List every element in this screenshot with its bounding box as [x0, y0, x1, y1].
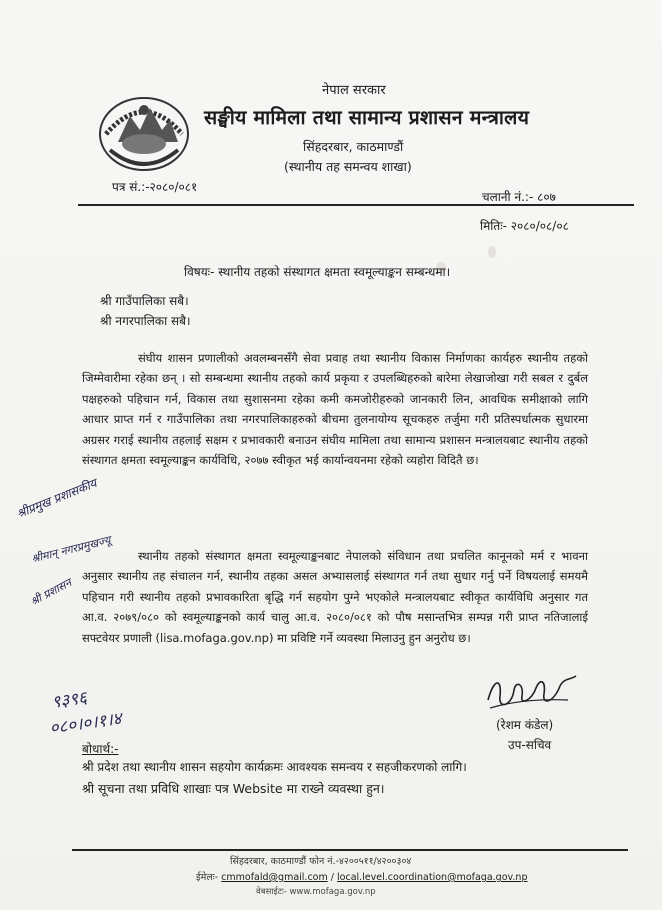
footer-address-phone: सिंहदरबार, काठमाण्डौं फोन नं.-४२००५११/४२००३०४: [230, 856, 412, 867]
addressee-rural: श्री गाउँपालिका सबै।: [100, 294, 189, 308]
government-label: नेपाल सरकार: [322, 83, 386, 98]
signatory-name: (रेशम कंडेल): [496, 718, 554, 732]
footer-divider: [72, 849, 628, 851]
ministry-title: सङ्घीय मामिला तथा सामान्य प्रशासन मन्त्रालय: [204, 106, 530, 129]
footer-email-separator: /: [330, 872, 334, 883]
cc-label: बोधार्थ:-: [82, 742, 119, 756]
email-link-coordination[interactable]: local.level.coordination@mofaga.gov.np: [337, 872, 528, 883]
branch-name: (स्थानीय तह समन्वय शाखा): [284, 159, 412, 174]
footer-email: [196, 870, 527, 883]
letter-number: पत्र सं.:-२०८०/०८१: [112, 180, 198, 194]
signatory-designation: उप-सचिव: [508, 738, 552, 752]
office-address: सिंहदरबार, काठमाण्डौं: [303, 139, 404, 154]
signature-scribble: [484, 670, 584, 716]
handwritten-register-number: ९३९६: [50, 688, 89, 713]
cc-line-2: श्री सूचना तथा प्रविधि शाखाः पत्र Website मा राख्ने व्यवस्था हुन।: [82, 781, 385, 796]
body-paragraph-1: संघीय शासन प्रणालीको अवलम्बनसँगै सेवा प्रवाह तथा स्थानीय विकास निर्माणका कार्यहरु स्थानीय तहको जिम्मेवारीमा रहेका छन् । सो सम्बन्धमा स्थानीय तहको कार्य प्रकृया र उपलब्धिहरुको बारेमा लेखाजोखा गरी सबल र दुर्बल पक्षहरुको पहिचान गर्न, विकास तथा सुशासनमा रहेका कमी कमजोरीहरुको जानकारी लिन, आवधिक समीक्षाको लागि आधार प्राप्त गर्न र गाउँपालिका तथा नगरपालिकाहरुको बीचमा तुलनायोग्य सूचकहरु तर्जुमा गरी प्रतिस्पर्धात्मक सुधारमा अग्रसर गराई स्थानीय तहलाई सक्षम र प्रभावकारी बनाउन संघीय मामिला तथा सामान्य प्रशासन मन्त्रालयबाट स्थानीय तहको संस्थागत क्षमता स्वमूल्याङ्कन कार्यविधि, २०७७ स्वीकृत भई कार्यान्वयनमा रहेको व्यहोरा विदितै छ।: [82, 351, 588, 468]
footer-email-prefix: ईमेलः-: [196, 872, 219, 883]
letter-date: मितिः- २०८०/०८/०८: [480, 219, 569, 233]
handwritten-note: श्रीप्रमुख प्रशासकीय: [14, 476, 99, 521]
nepal-emblem-icon: [96, 86, 192, 172]
email-link-primary[interactable]: cmmofald@gmail.com: [221, 872, 328, 883]
subject-line: विषयः- स्थानीय तहको संस्थागत क्षमता स्वमूल्याङ्कन सम्बन्धमा।: [184, 265, 451, 279]
cc-line-1: श्री प्रदेश तथा स्थानीय शासन सहयोग कार्यक्रमः आवश्यक समन्वय र सहजीकरणको लागि।: [82, 760, 467, 774]
handwritten-register-date: ०८०।०।१।४: [48, 708, 123, 739]
addressee-urban: श्री नगरपालिका सबै।: [100, 314, 191, 328]
footer-website: वेबसाईटः- www.mofaga.gov.np: [256, 887, 376, 897]
body-paragraph-2: स्थानीय तहको संस्थागत क्षमता स्वमूल्याङ्कनबाट नेपालको संविधान तथा प्रचलित कानूनको मर्म र भावना अनुसार स्थानीय तह संचालन गर्न, स्थानीय तहका असल अभ्यासलाई संस्थागत गर्न तथा सुधार गर्नु पर्ने विषयलाई समयमै पहिचान गरी स्थानीय तहको प्रभावकारिता बृद्धि गर्न सहयोग पुग्ने भएकोले मन्त्रालयबाट स्वीकृत कार्यविधि अनुसार गत आ.व. २०७९/०८० को स्वमूल्याङ्कनको कार्य चालु आ.व. २०८०/०८१ को पौष मसान्तभित्र सम्पन्न गरी प्राप्त नतिजालाई सफ्टवेयर प्रणाली (lisa.mofaga.gov.np) मा प्रविष्टि गर्ने व्यवस्था मिलाउनु हुन अनुरोध छ।: [82, 549, 588, 645]
dispatch-number: चलानी नं.:- ८०७: [482, 190, 556, 204]
handwritten-note: श्रीमान् नगरप्रमुखज्यू: [30, 533, 112, 566]
header-divider: [78, 204, 634, 206]
handwritten-note: श्री प्रशासन: [28, 576, 74, 609]
paper-smudge: [488, 246, 496, 258]
